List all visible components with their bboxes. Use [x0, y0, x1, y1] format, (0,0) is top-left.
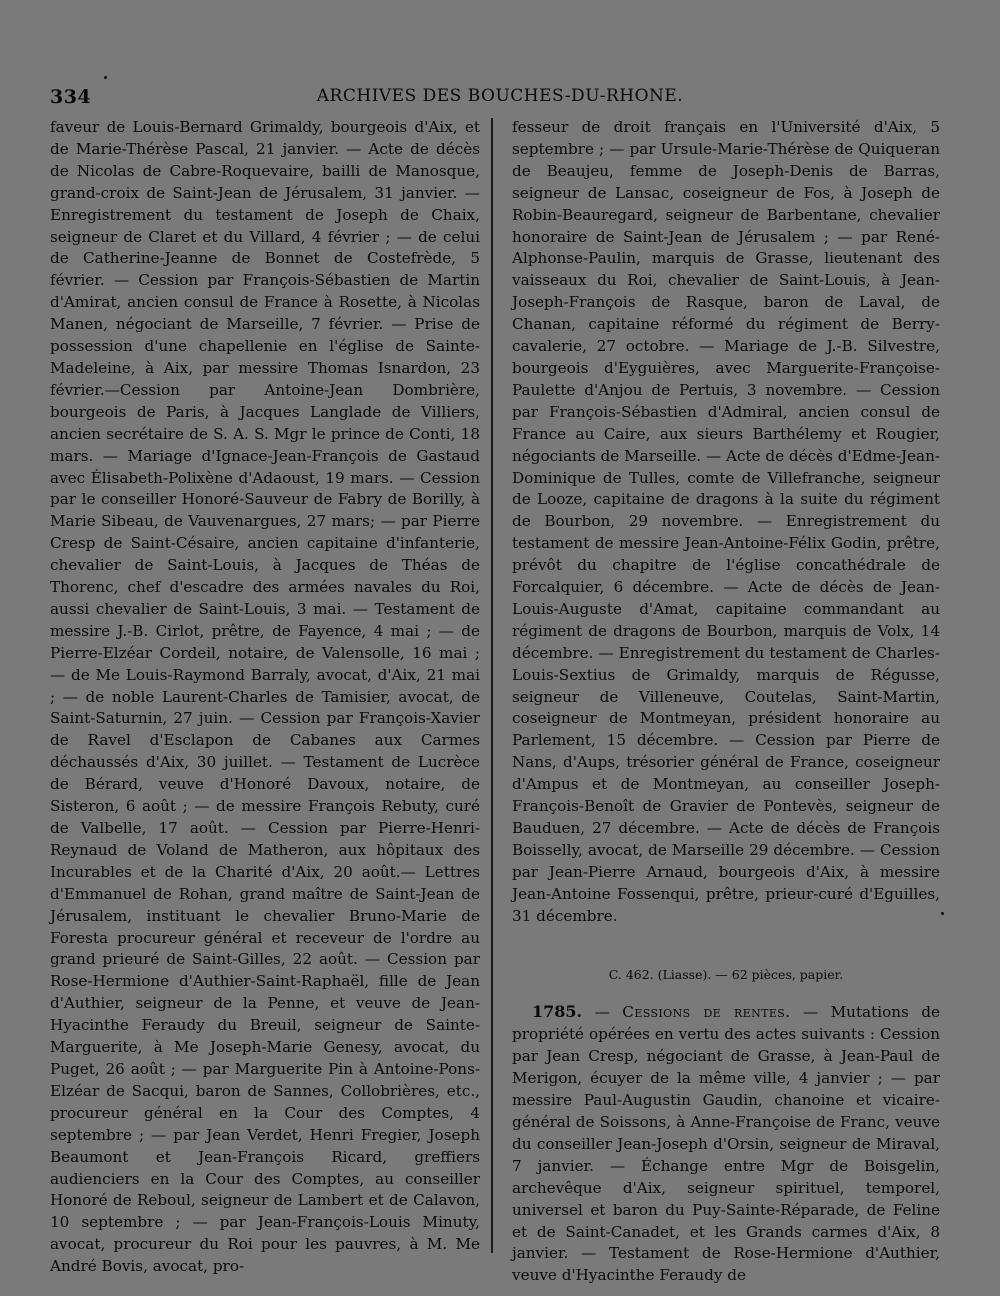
section-entry — [512, 1001, 940, 1287]
speck-mark — [941, 912, 944, 915]
column-divider — [491, 118, 493, 1253]
left-column-text: faveur de Louis-Bernard Grimaldy, bourgeois d'Aix, et de Marie-Thérèse Pascal, 21 janvier. — Acte de décès de Nicolas de Cabre-Roquevaire, bailli de Manosque, grand-croix de Saint-Jean de Jérusalem, 31 janvier. — Enregistrement du testament de Joseph de Chaix, seigneur de Claret et du Villard, 4 février ; — de celui de Catherine-Jeanne de Bonnet de Costefrède, 5 février. — Cession par François-Sébastien de Martin d'Amirat, ancien consul de France à Rosette, à Nicolas Manen, négociant de Marseille, 7 février. — Prise de possession d'une chapellenie en l'église de Sainte-Madeleine, à Aix, par messire Thomas Isnardon, 23 février.—Cession par Antoine-Jean Dombrière, bourgeois de Paris, à Jacques Langlade de Villiers, ancien secrétaire de S. A. S. Mgr le prince de Conti, 18 mars. — Mariage d'Ignace-Jean-François de Gastaud avec Élisabeth-Polixène d'Adaoust, 19 mars. — Cession par le conseiller Honoré-Sauveur de Fabry de Borilly, à Marie Sibeau, de Vauvenargues, 27 mars; — par Pierre Cresp de Saint-Césaire, ancien capitaine d'infanterie, chevalier de Saint-Louis, à Jacques de Théas de Thorenc, chef d'escadre des armées navales du Roi, aussi chevalier de Saint-Louis, 3 mai. — Testament de messire J.-B. Cirlot, prêtre, de Fayence, 4 mai ; — de Pierre-Elzéar Cordeil, notaire, de Valensolle, 16 mai ; — de Me Louis-Raymond Barraly, avocat, d'Aix, 21 mai ; — de noble Laurent-Charles de Tamisier, avocat, de Saint-Saturnin, 27 juin. — Cession par François-Xavier de Ravel d'Esclapon de Cabanes aux Carmes déchaussés d'Aix, 30 juillet. — Testament de Lucrèce de Bérard, veuve d'Honoré Davoux, notaire, de Sisteron, 6 août ; — de messire François Rebuty, curé de Valbelle, 17 août. — Cession par Pierre-Henri-Reynaud de Voland de Matheron, aux hôpitaux des Incurables et de la Charité d'Aix, 20 août.— Lettres d'Emmanuel de Rohan, grand maître de Saint-Jean de Jérusalem, instituant le chevalier Bruno-Marie de Foresta procureur général et receveur de l'ordre au grand prieuré de Saint-Gilles, 22 août. — Cession par Rose-Hermione d'Authier-Saint-Raphaël, fille de Jean d'Authier, seigneur de la Penne, et veuve de Jean-Hyacinthe Feraudy du Breuil, seigneur de Sainte-Marguerite, à Me Joseph-Marie Genesy, avocat, du Puget, 26 août ; — par Marguerite Pin à Antoine-Pons-Elzéar de Sacqui, baron de Sannes, Collobrières, etc., procureur général en la Cour des Comptes, 4 septembre ; — par Jean Verdet, Henri Fregier, Joseph Beaumont et Jean-François Ricard, greffiers audienciers en la Cour des Comptes, au conseiller Honoré de Reboul, seigneur de Lambert et de Calavon, 10 septembre ; — par Jean-François-Louis Minuty, avocat, procureur du Roi pour les pauvres, à M. Me André Bovis, avocat, pro- — [50, 118, 480, 1276]
entry-year: 1785. — [532, 1002, 583, 1022]
section-caption: C. 462. (Liasse). — 62 pièces, papier. — [608, 966, 844, 982]
entry-dash: — — [582, 1003, 623, 1022]
entry-text: — Mutations de propriété opérées en vertu des actes suivants : Cession par Jean Cresp, négociant de Grasse, à Jean-Paul de Merigon, écuyer de la même ville, 4 janvier ; — par messire Paul-Augustin Gaudin, chanoine et vicaire-général de Soissons, à Anne-Françoise de Franc, veuve du conseiller Jean-Joseph d'Orsin, seigneur de Miraval, 7 janvier. — Échange entre Mgr de Boisgelin, archevêque d'Aix, seigneur spirituel, temporel, universel et baron du Puy-Sainte-Réparade, de Feline et de Saint-Canadet, et les Grands carmes d'Aix, 8 janvier. — Testament de Rose-Hermione d'Authier, veuve d'Hyacinthe Feraudy de — [512, 1003, 940, 1285]
entry-heading: Cessions de rentes. — [622, 1003, 791, 1022]
right-column-text: fesseur de droit français en l'Université d'Aix, 5 septembre ; — par Ursule-Marie-Thérèse de Quiqueran de Beaujeu, femme de Joseph-Denis de Barras, seigneur de Lansac, coseigneur de Fos, à Joseph de Robin-Beauregard, seigneur de Barbentane, chevalier honoraire de Saint-Jean de Jérusalem ; — par René-Alphonse-Paulin, marquis de Grasse, lieutenant des vaisseaux du Roi, chevalier de Saint-Louis, à Jean-Joseph-François de Rasque, baron de Laval, de Chanan, capitaine réformé du régiment de Berry-cavalerie, 27 octobre. — Mariage de J.-B. Silvestre, bourgeois d'Eyguières, avec Marguerite-Françoise-Paulette d'Anjou de Pertuis, 3 novembre. — Cession par François-Sébastien d'Admiral, ancien consul de France au Caire, aux sieurs Barthélemy et Rougier, négociants de Marseille. — Acte de décès d'Edme-Jean-Dominique de Tulles, comte de Villefranche, seigneur de Looze, capitaine de dragons à la suite du régiment de Bourbon, 29 novembre. — Enregistrement du testament de messire Jean-Antoine-Félix Godin, prêtre, prévôt du chapitre de l'église concathédrale de Forcalquier, 6 décembre. — Acte de décès de Jean-Louis-Auguste d'Amat, capitaine commandant au régiment de dragons de Bourbon, marquis de Volx, 14 décembre. — Enregistrement du testament de Charles-Louis-Sextius de Grimaldy, marquis de Régusse, seigneur de Villeneuve, Coutelas, Saint-Martin, coseigneur de Montmeyan, président honoraire au Parlement, 15 décembre. — Cession par Pierre de Nans, d'Aups, trésorier général de France, coseigneur d'Ampus et de Montmeyan, au conseiller Joseph-François-Benoît de Gravier de Pontevès, seigneur de Bauduen, 27 décembre. — Acte de décès de François Boisselly, avocat, de Marseille 29 décembre. — Cession par Jean-Pierre Arnaud, bourgeois d'Aix, à messire Jean-Antoine Fossenqui, prêtre, prieur-curé d'Eguilles, 31 décembre. — [512, 118, 941, 925]
running-head: ARCHIVES DES BOUCHES-DU-RHONE. — [316, 86, 684, 106]
left-column — [50, 117, 480, 1278]
speck-mark — [104, 76, 107, 79]
right-column — [512, 117, 940, 1287]
page-number: 334 — [50, 86, 92, 108]
